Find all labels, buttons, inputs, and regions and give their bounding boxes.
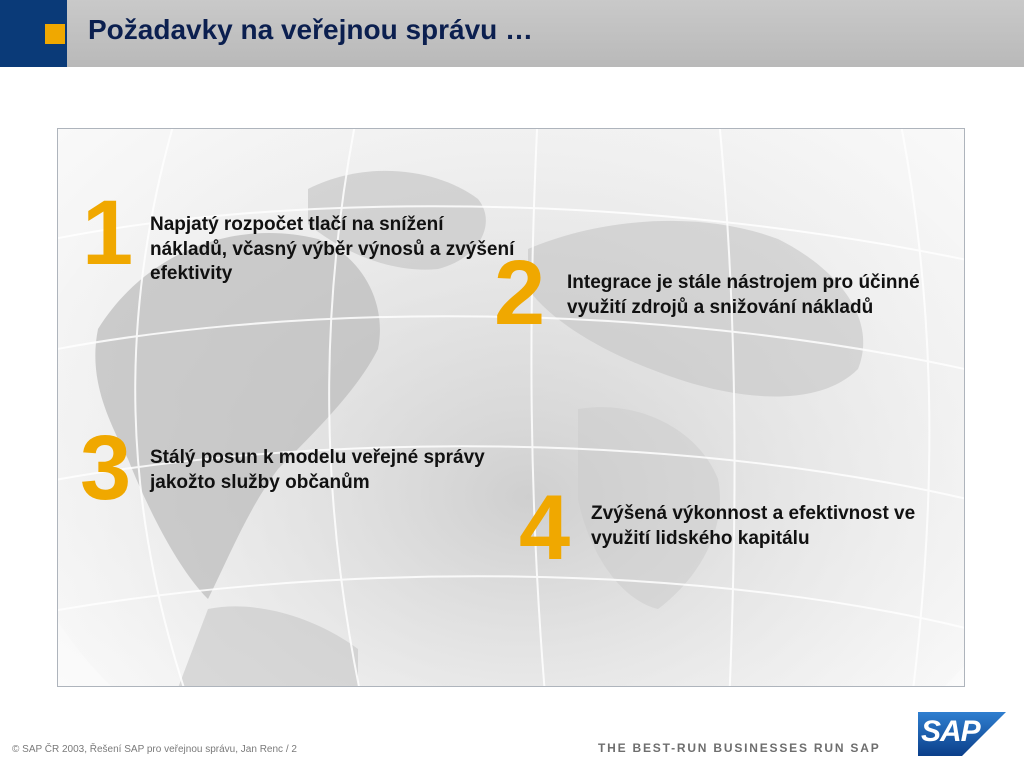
requirement-text-2: Integrace je stále nástrojem pro účinné využití zdrojů a snižování nákladů [567, 272, 920, 318]
requirement-text-1: Napjatý rozpočet tlačí na snížení nákladů, včasný výběr výnosů a zvýšení efektivity [150, 214, 515, 285]
footer-tagline: THE BEST-RUN BUSINESSES RUN SAP [598, 741, 881, 755]
footer-copyright: © SAP ČR 2003, Řešení SAP pro veřejnou správu, Jan Renc / 2 [12, 744, 297, 755]
requirement-text-3: Stálý posun k modelu veřejné správy jakožto služby občanům [150, 447, 485, 493]
header-square-bullet [45, 24, 65, 44]
slide-title: Požadavky na veřejnou správu … [88, 14, 534, 45]
requirement-number-3: 3 [80, 417, 132, 519]
slide-header [0, 0, 1024, 67]
requirement-number-4: 4 [519, 477, 571, 579]
sap-logo-text: SAP [921, 715, 980, 748]
requirement-number-1: 1 [82, 182, 134, 284]
content-panel [57, 128, 965, 687]
sap-logo [918, 712, 1006, 756]
requirement-text-4: Zvýšená výkonnost a efektivnost ve využití lidského kapitálu [591, 503, 916, 549]
requirement-number-2: 2 [494, 242, 546, 344]
